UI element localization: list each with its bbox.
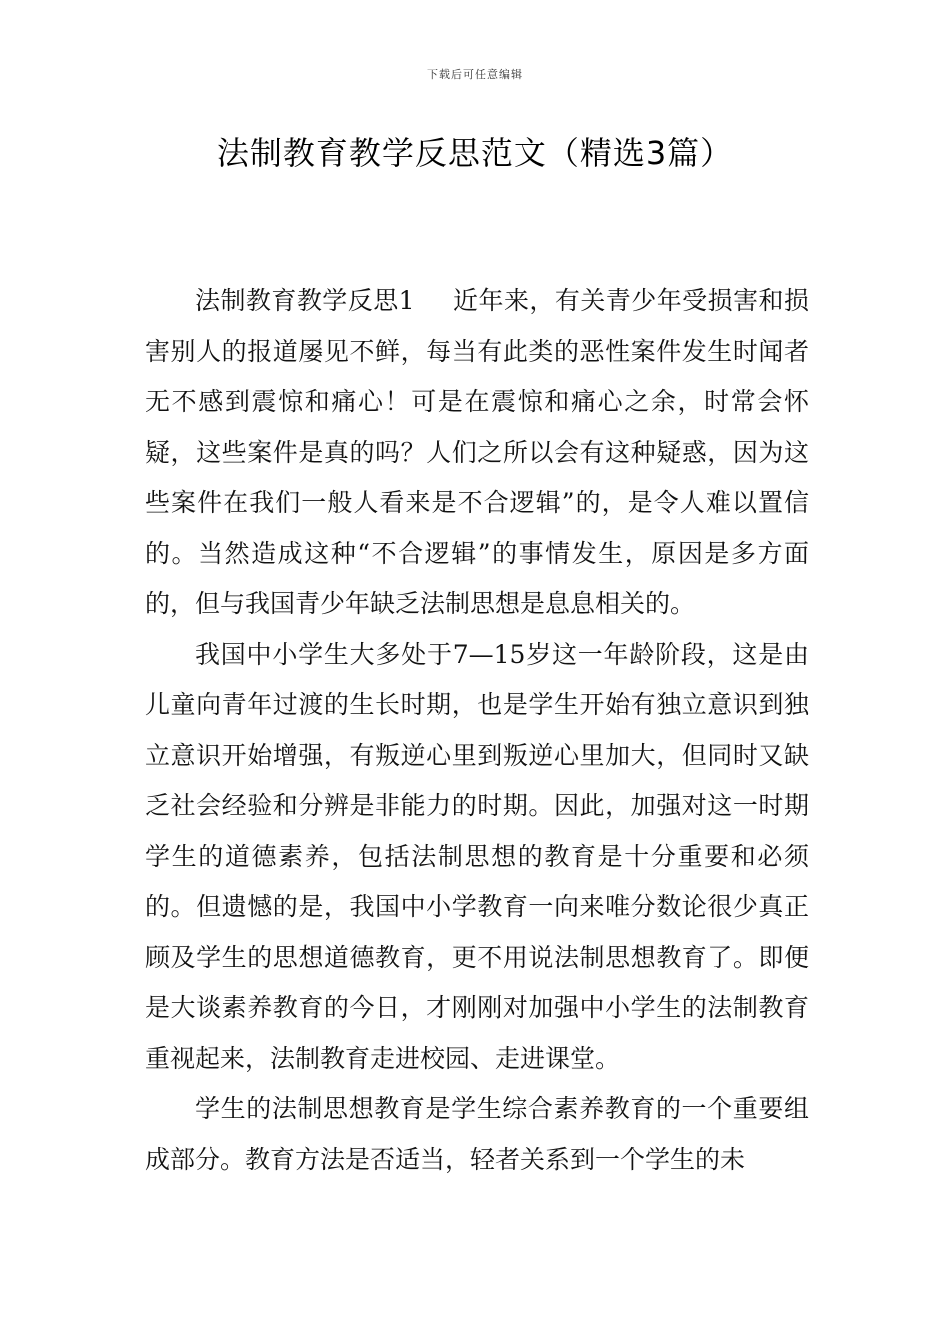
- document-title: 法制教育教学反思范文（精选3篇）: [216, 134, 734, 172]
- paragraph-3: 学生的法制思想教育是学生综合素养教育的一个重要组成部分。教育方法是否适当，轻者关系到一个学生的未: [145, 1094, 809, 1174]
- paragraph-2: 我国中小学生大多处于7—15岁这一年龄阶段，这是由儿童向青年过渡的生长时期，也是学生开始有独立意识到独立意识开始增强，有叛逆心里到叛逆心里加大，但同时又缺乏社会经验和分辨是非能力的时期。因此，加强对这一时期学生的道德素养，包括法制思想的教育是十分重要和必须的。但遗憾的是，我国中小学教育一向来唯分数论很少真正顾及学生的思想道德教育，更不用说法制思想教育了。即便是大谈素养教育的今日，才刚刚对加强中小学生的法制教育重视起来，法制教育走进校园、走进课堂。: [145, 639, 809, 1073]
- paragraph-1: [145, 276, 809, 630]
- document-body: [145, 276, 809, 1185]
- section-label: 法制教育教学反思1: [195, 286, 415, 315]
- paragraph-1-text: 近年来，有关青少年受损害和损害别人的报道屡见不鲜，每当有此类的恶性案件发生时闻者无不感到震惊和痛心！可是在震惊和痛心之余，时常会怀疑，这些案件是真的吗？人们之所以会有这种疑惑，因为这些案件在我们一般人看来是不合逻辑”的，是令人难以置信的。当然造成这种“不合逻辑”的事情发生，原因是多方面的，但与我国青少年缺乏法制思想是息息相关的。: [145, 286, 809, 618]
- header-note: 下载后可任意编辑: [427, 68, 523, 81]
